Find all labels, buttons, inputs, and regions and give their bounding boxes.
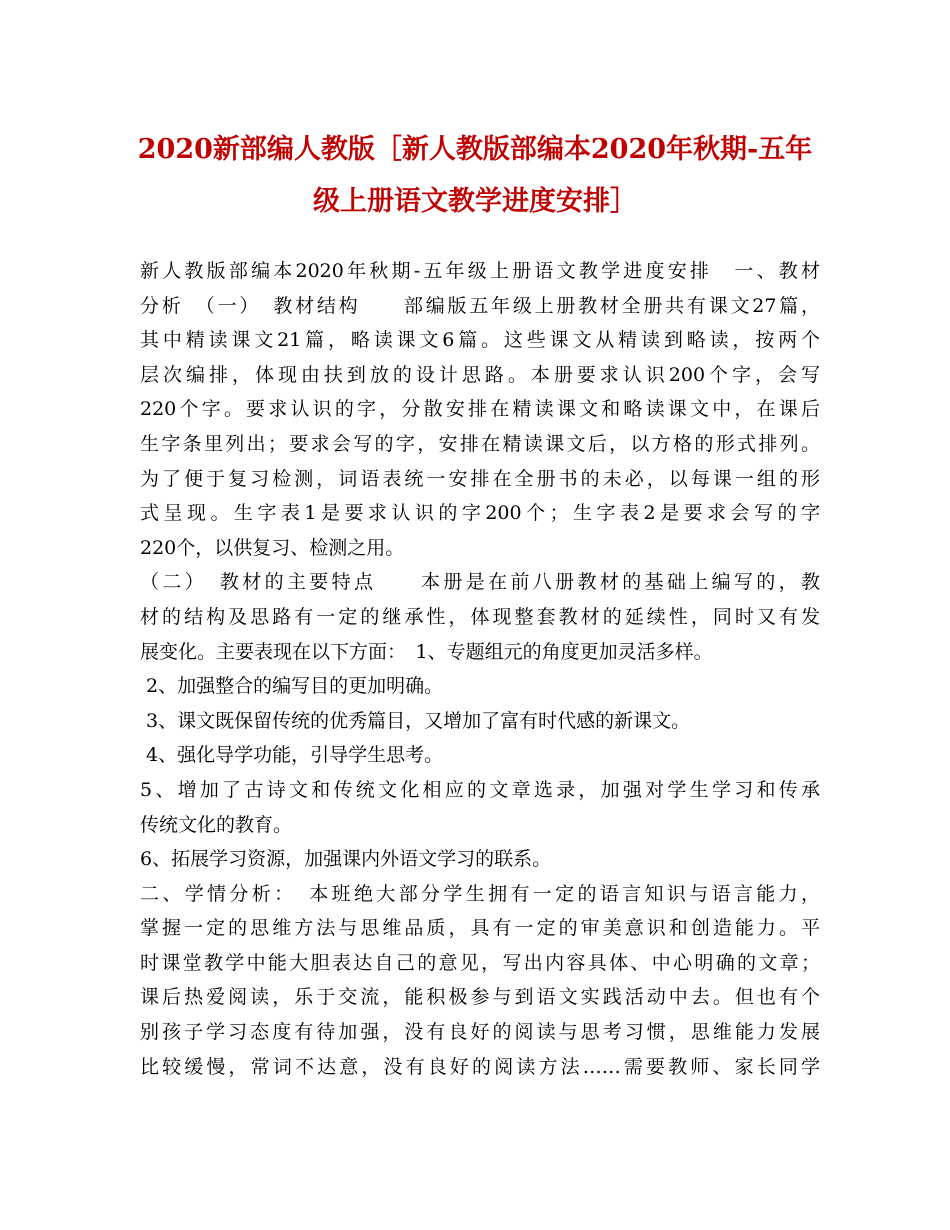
title-line-2: 级上册语文教学进度安排］ bbox=[313, 186, 637, 217]
body-line: 二、学情分析： 本班绝大部分学生拥有一定的语言知识与语言能力， bbox=[140, 882, 820, 905]
body-line: 5、增加了古诗文和传统文化相应的文章选录，加强对学生学习和传承 bbox=[140, 778, 820, 801]
body-line: 220个字。要求认识的字，分散安排在精读课文和略读课文中，在课后 bbox=[140, 398, 820, 421]
body-line: 传统文化的教育。 bbox=[140, 813, 293, 836]
body-line: 掌握一定的思维方法与思维品质，具有一定的审美意识和创造能力。平 bbox=[140, 917, 820, 940]
body-line: 展变化。主要表现在以下方面： 1、专题组元的角度更加灵活多样。 bbox=[140, 640, 713, 663]
body-line: 4、强化导学功能，引导学生思考。 bbox=[140, 744, 444, 767]
body-line: 课后热爱阅读，乐于交流，能积极参与到语文实践活动中去。但也有个 bbox=[140, 986, 820, 1009]
body-line: 比较缓慢，常词不达意，没有良好的阅读方法……需要教师、家长同学 bbox=[140, 1055, 820, 1078]
body-line: 别孩子学习态度有待加强，没有良好的阅读与思考习惯，思维能力发展 bbox=[140, 1021, 820, 1044]
body-line: （二） 教材的主要特点 本册是在前八册教材的基础上编写的，教 bbox=[140, 571, 820, 594]
body-line: 6、拓展学习资源，加强课内外语文学习的联系。 bbox=[140, 848, 552, 871]
body-line: 材的结构及思路有一定的继承性，体现整套教材的延续性，同时又有发 bbox=[140, 605, 820, 628]
document-body bbox=[140, 254, 820, 1084]
body-line: 分析 （一） 教材结构 部编版五年级上册教材全册共有课文27篇， bbox=[140, 294, 820, 317]
title-line-1: 2020新部编人教版［新人教版部编本2020年秋期-五年 bbox=[137, 134, 813, 165]
body-line: 层次编排，体现由扶到放的设计思路。本册要求认识200个字，会写 bbox=[140, 363, 820, 386]
body-line: 2、加强整合的编写目的更加明确。 bbox=[140, 675, 444, 698]
body-line: 为了便于复习检测，词语表统一安排在全册书的未必，以每课一组的形 bbox=[140, 467, 820, 490]
body-line: 220个，以供复习、检测之用。 bbox=[140, 536, 405, 559]
document-title bbox=[120, 124, 830, 228]
body-line: 3、课文既保留传统的优秀篇目，又增加了富有时代感的新课文。 bbox=[140, 709, 691, 732]
body-line: 时课堂教学中能大胆表达自己的意见，写出内容具体、中心明确的文章； bbox=[140, 951, 820, 974]
body-line: 其中精读课文21篇，略读课文6篇。这些课文从精读到略读，按两个 bbox=[140, 329, 820, 352]
body-line: 式呈现。生字表1是要求认识的字200个；生字表2是要求会写的字 bbox=[140, 502, 820, 525]
body-line: 生字条里列出；要求会写的字，安排在精读课文后，以方格的形式排列。 bbox=[140, 432, 820, 455]
body-line: 新人教版部编本2020年秋期-五年级上册语文教学进度安排 一、教材 bbox=[140, 260, 820, 282]
